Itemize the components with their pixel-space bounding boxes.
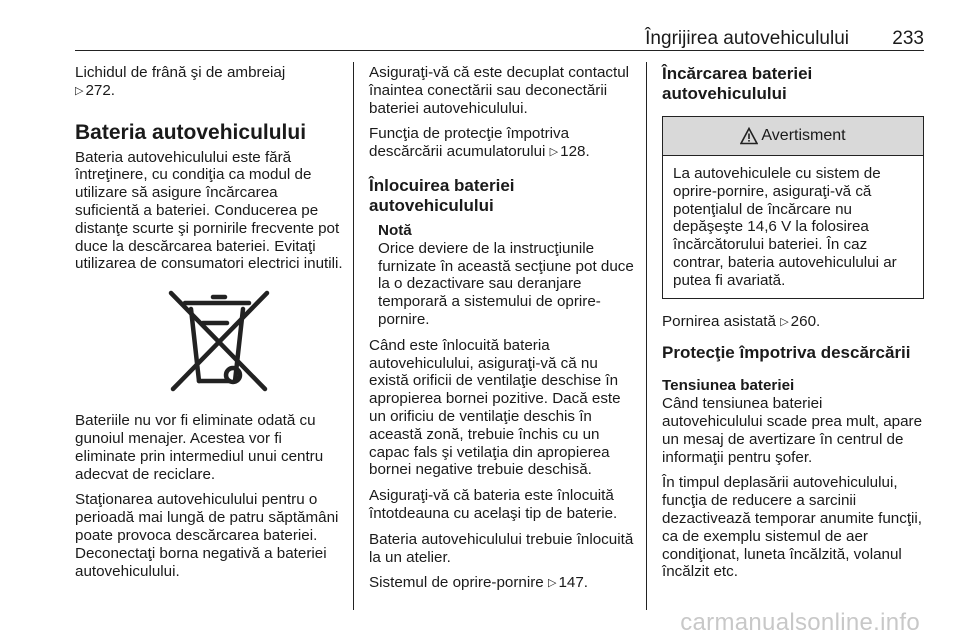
section-heading-replacement: Înlocuirea bateriei autovehiculului — [369, 175, 515, 215]
intro-reference — [75, 64, 343, 101]
section-heading-discharge: Protecţie împotriva descărcării — [662, 343, 911, 363]
column-1 — [75, 64, 343, 588]
protection-reference — [369, 125, 637, 162]
warning-body: La autovehiculele cu sistem de oprire-pornire, asiguraţi-vă că potenţialul de încărcare nu depăşeşte 14,6 V la folosirea încărcătorului bateriei. În caz contrar, bateria autovehiculului ar putea fi avariată. — [673, 165, 897, 289]
replacement-paragraph-3: Bateria autovehiculului trebuie înlocuită la un atelier. — [369, 530, 634, 566]
watermark: carmanualsonline.info — [680, 609, 920, 636]
jump-start-reference — [662, 313, 924, 332]
intro-text: Lichidul de frână şi de ambreiaj — [75, 64, 286, 81]
battery-paragraph-1: Bateria autovehiculului este fără întreţinere, cu condiţia ca modul de utilizare să asigure încărcarea suficientă a bateriei. Conducerea pe distanţe scurte şi pornirile frecvente pot duce la descărcarea bateriei. Evitaţi utilizarea de consumatori electrici inutili. — [75, 148, 343, 273]
arrow-reference-icon: ▷ — [547, 577, 557, 590]
crossed-out-bin-icon — [165, 289, 273, 397]
protection-text: Funcţia de protecţie împotriva descărcării acumulatorului — [369, 125, 570, 161]
battery-paragraph-2: Bateriile nu vor fi eliminate odată cu gunoiul menajer. Acestea vor fi eliminate prin intermediul unui centru adecvat de reciclare. — [75, 412, 324, 483]
protection-ref-link[interactable]: 128. — [560, 143, 590, 161]
note-block — [369, 222, 637, 329]
warning-box — [662, 116, 924, 299]
arrow-reference-icon: ▷ — [780, 315, 789, 328]
header-rule — [75, 50, 924, 51]
page-number: 233 — [892, 28, 924, 49]
note-title: Notă — [378, 221, 412, 239]
column-3 — [662, 64, 924, 589]
jump-start-ref-link[interactable]: 260. — [790, 312, 821, 330]
subheading-voltage: Tensiunea bateriei — [662, 377, 795, 395]
column-2 — [369, 64, 637, 601]
warning-triangle-icon — [740, 127, 758, 145]
start-stop-text: Sistemul de oprire-pornire — [369, 574, 544, 592]
intro-ref-link[interactable]: 272. — [85, 81, 116, 99]
battery-paragraph-3: Staţionarea autovehiculului pentru o perioadă mai lungă de patru săptămâni poate provoca descărcarea bateriei. Deconectaţi borna negativă a bateriei autovehiculului. — [75, 491, 339, 580]
replacement-paragraph-1: Când este înlocuită bateria autovehiculului, asiguraţi-vă că nu există orificii de ventilaţie deschise în apropierea bornei pozitive. Dacă este un orificiu de ventilaţie deschis în această zonă, trebuie închis cu un capac fals şi vetilaţia din apropierea bornei negative trebuie deschisă. — [369, 336, 621, 479]
voltage-paragraph-2: În timpul deplasării autovehiculului, funcţia de reducere a sarcinii dezactivează temporar anumite funcţii, ca de exemplu sistemul de aer condiţionat, luneta încălzită, volanul încălzit etc. — [662, 474, 923, 581]
column-divider-2 — [646, 62, 647, 610]
section-heading-charging: Încărcarea bateriei autovehiculului — [662, 64, 813, 103]
voltage-paragraph-1: Când tensiunea bateriei autovehiculului scade prea mult, apare un mesaj de avertizare în centrul de informaţii pentru şofer. — [662, 395, 923, 466]
column-divider-1 — [353, 62, 354, 610]
jump-start-text: Pornirea asistată — [662, 312, 776, 330]
arrow-reference-icon: ▷ — [75, 84, 84, 97]
start-stop-ref-link[interactable]: 147. — [558, 574, 588, 592]
section-heading-battery: Bateria autovehiculului — [75, 120, 307, 144]
warning-title: Avertisment — [761, 127, 846, 145]
warning-header — [663, 117, 923, 156]
header-title: Îngrijirea autovehiculului — [645, 28, 849, 49]
start-stop-reference — [369, 574, 637, 593]
replacement-paragraph-2: Asiguraţi-vă că bateria este înlocuită întotdeauna cu acelaşi tip de baterie. — [369, 487, 618, 522]
note-body: Orice deviere de la instrucţiunile furnizate în această secţiune pot duce la o dezactivare sau deranjare temporară a sistemului de oprire-pornire. — [378, 239, 634, 328]
arrow-reference-icon: ▷ — [549, 146, 559, 159]
disconnect-paragraph: Asiguraţi-vă că este decuplat contactul înaintea conectării sau deconectării bateriei autovehiculului. — [369, 64, 630, 117]
